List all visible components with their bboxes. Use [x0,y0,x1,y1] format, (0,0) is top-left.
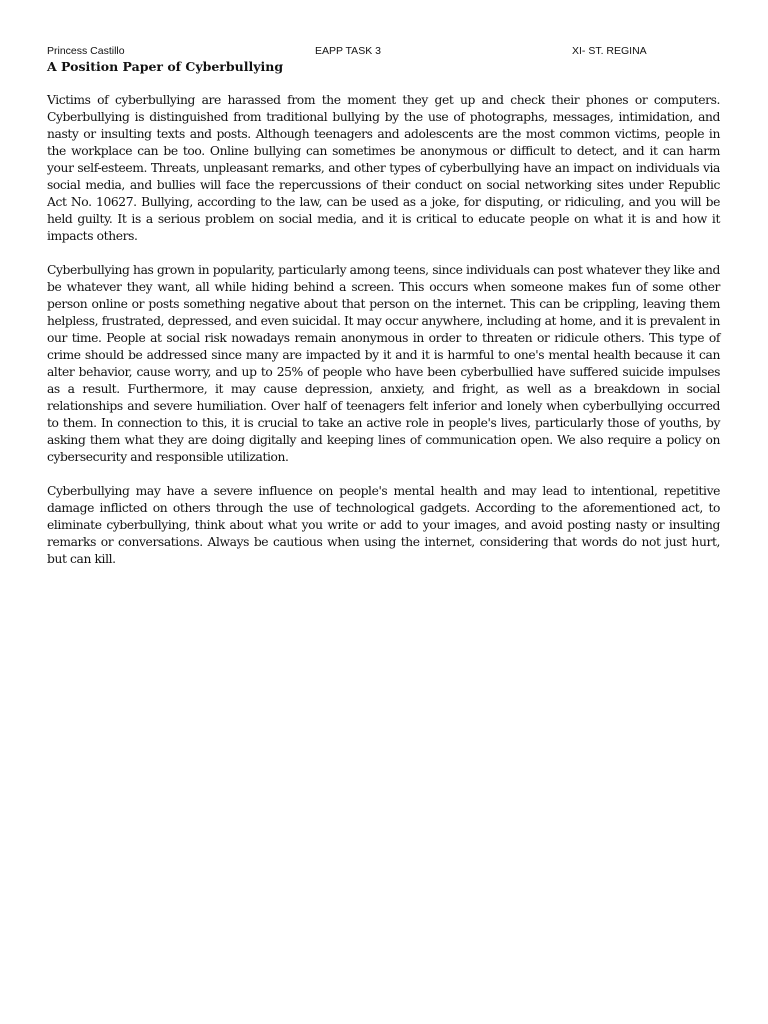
section-label: XI- ST. REGINA [572,45,647,57]
paragraph: Cyberbullying may have a severe influence on people's mental health and may lead to intentional, repetitive damage inflicted on others through the use of technological gadgets. According to the aforementioned act, to eliminate cyberbullying, think about what you write or add to your images, and avoid posting nasty or insulting remarks or conversations. Always be cautious when using the internet, considering that words do not just hurt, but can kill. [47,484,720,566]
paragraph: Cyberbullying has grown in popularity, particularly among teens, since individuals can post whatever they like and be whatever they want, all while hiding behind a screen. This occurs when someone makes fun of some other person online or posts something negative about that person on the internet. This can be crippling, leaving them helpless, frustrated, depressed, and even suicidal. It may occur anywhere, including at home, and it is prevalent in our time. People at social risk nowadays remain anonymous in order to threaten or ridicule others. This type of crime should be addressed since many are impacted by it and it is harmful to one's mental health because it can alter behavior, cause worry, and up to 25% of people who have been cyberbullied have suffered suicide impulses as a result. Furthermore, it may cause depression, anxiety, and fright, as well as a breakdown in social relationships and severe humiliation. Over half of teenagers felt inferior and lonely when cyberbullying occurred to them. In connection to this, it is crucial to take an active role in people's lives, particularly those of youths, by asking them what they are doing digitally and keeping lines of communication open. We also require a policy on cybersecurity and responsible utilization. [47,263,720,464]
document-header [47,44,723,58]
task-label: EAPP TASK 3 [315,45,381,57]
document-title: A Position Paper of Cyberbullying [47,59,284,74]
author-name: Princess Castillo [47,45,125,57]
paragraph: Victims of cyberbullying are harassed from the moment they get up and check their phones or computers. Cyberbullying is distinguished from traditional bullying by the use of photographs, messages, intimidation, and nasty or insulting texts and posts. Although teenagers and adolescents are the most common victims, people in the workplace can be too. Online bullying can sometimes be anonymous or difficult to detect, and it can harm your self-esteem. Threats, unpleasant remarks, and other types of cyberbullying have an impact on individuals via social media, and bullies will face the repercussions of their conduct on social networking sites under Republic Act No. 10627. Bullying, according to the law, can be used as a joke, for disputing, or ridiculing, and you will be held guilty. It is a serious problem on social media, and it is critical to educate people on what it is and how it impacts others. [47,93,720,243]
document-body [47,92,720,585]
